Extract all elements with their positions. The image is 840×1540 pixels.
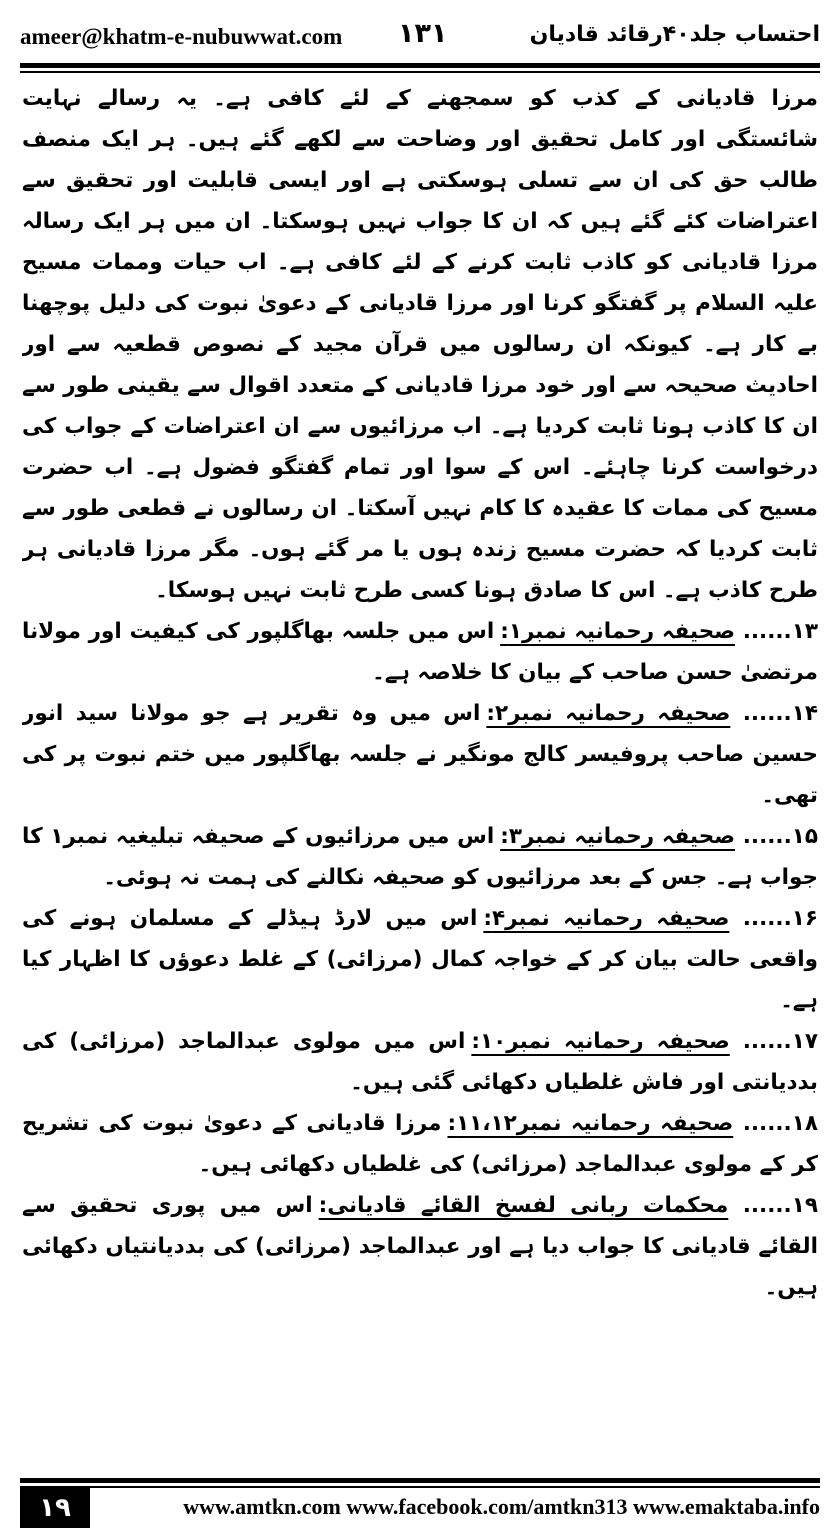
item-title: صحیفہ رحمانیہ نمبر۱۱،۱۲: <box>447 1111 734 1136</box>
list-item <box>22 1185 818 1308</box>
footer-urls: www.amtkn.com www.facebook.com/amtkn313 www.emaktaba.info <box>183 1494 820 1519</box>
header-rule-thin <box>20 71 820 73</box>
item-number: ۱۸...... <box>742 1111 818 1136</box>
footer-rule-thin <box>20 1486 820 1488</box>
header-page-number: ۱۳۱ <box>398 18 448 49</box>
item-title: صحیفہ رحمانیہ نمبر۳: <box>500 824 735 849</box>
item-list <box>22 611 818 1308</box>
item-text: اس میں مرزائیوں کے صحیفہ تبلیغیہ نمبر۱ کا جواب ہے۔ جس کے بعد مرزائیوں کو صحیفہ نکالنے کی ہمت نہ ہوئی۔ <box>22 824 818 890</box>
item-text: اس میں وہ تقریر ہے جو مولانا سید انور حسین صاحب پروفیسر کالج مونگیر نے جلسہ بھاگلپور میں ختم نبوت پر کی تھی۔ <box>22 701 818 808</box>
header-rule-thick <box>20 63 820 68</box>
page-header <box>20 20 820 60</box>
item-title: صحیفہ رحمانیہ نمبر۴: <box>483 906 730 931</box>
item-title: صحیفہ رحمانیہ نمبر۲: <box>486 701 731 726</box>
item-number: ۱۹...... <box>742 1193 818 1218</box>
item-title: صحیفہ رحمانیہ نمبر۱۰: <box>471 1029 730 1054</box>
item-text: مرزا قادیانی کے دعویٰ نبوت کی تشریح کر کے مولوی عبدالماجد (مرزائی) کی غلطیاں دکھائی ہیں۔ <box>22 1111 818 1177</box>
list-item <box>22 611 818 693</box>
header-email: ameer@khatm-e-nubuwwat.com <box>20 24 343 49</box>
item-title: صحیفہ رحمانیہ نمبر۱: <box>500 619 735 644</box>
item-number: ۱۵...... <box>742 824 818 849</box>
item-text: اس میں لارڈ ہیڈلے کے مسلمان ہونے کی واقعی حالت بیان کر کے خواجہ کمال (مرزائی) کے غلط دعوؤں کا اظہار کیا ہے۔ <box>22 906 818 1013</box>
list-item <box>22 898 818 1021</box>
item-number: ۱۴...... <box>742 701 818 726</box>
item-text: اس میں مولوی عبدالماجد (مرزائی) کی بددیانتی اور فاش غلطیاں دکھائی گئی ہیں۔ <box>22 1029 818 1095</box>
footer-page-number: ۱۹ <box>20 1488 90 1528</box>
list-item <box>22 1021 818 1103</box>
item-number: ۱۳...... <box>742 619 818 644</box>
item-text: اس میں پوری تحقیق سے القائے قادیانی کا جواب دیا ہے اور عبدالماجد (مرزائی) کی بددیانتیاں دکھائی ہیں۔ <box>22 1193 818 1300</box>
item-text: اس میں جلسہ بھاگلپور کی کیفیت اور مولانا مرتضیٰ حسن صاحب کے بیان کا خلاصہ ہے۔ <box>22 619 818 685</box>
item-title: محکمات ربانی لفسخ القائے قادیانی: <box>318 1193 729 1218</box>
item-number: ۱۶...... <box>742 906 818 931</box>
item-number: ۱۷...... <box>742 1029 818 1054</box>
page-body <box>22 78 818 1472</box>
intro-paragraph: مرزا قادیانی کے کذب کو سمجھنے کے لئے کافی ہے۔ یہ رسالے نہایت شائستگی اور کامل تحقیق اور وضاحت سے لکھے گئے ہیں۔ ہر ایک منصف طالب حق کی ان سے تسلی ہوسکتی ہے اور ایسی قابلیت اور تحقیق سے اعتراضات کئے گئے ہیں کہ ان کا جواب نہیں ہوسکتا۔ ان میں ہر ایک رسالہ مرزا قادیانی کو کاذب ثابت کرنے کے لئے کافی ہے۔ اب حیات وممات مسیح علیہ السلام پر گفتگو کرنا اور مرزا قادیانی کے دعویٰ نبوت کی دلیل پوچھنا بے کار ہے۔ کیونکہ ان رسالوں میں قرآن مجید کے نصوص قطعیہ سے اور احادیث صحیحہ سے اور خود مرزا قادیانی کے متعدد اقوال سے یقینی طور سے ان کا کاذب ہونا ثابت کردیا ہے۔ اب مرزائیوں سے ان اعتراضات کے جواب کی درخواست کرنا چاہئے۔ اس کے سوا اور تمام گفتگو فضول ہے۔ اب حضرت مسیح کی ممات کا عقیدہ کا کام نہیں آسکتا۔ ان رسالوں نے قطعی طور سے ثابت کردیا کہ حضرت مسیح زندہ ہوں یا مر گئے ہوں۔ مگر مرزا قادیانی ہر طرح کاذب ہے۔ اس کا صادق ہونا کسی طرح ثابت نہیں ہوسکا۔ <box>22 86 818 603</box>
list-item <box>22 816 818 898</box>
list-item <box>22 693 818 816</box>
header-book-title: احتساب جلد۴۰رقائد قادیان <box>529 22 820 47</box>
list-item <box>22 1103 818 1185</box>
footer-rule-thick <box>20 1478 820 1483</box>
